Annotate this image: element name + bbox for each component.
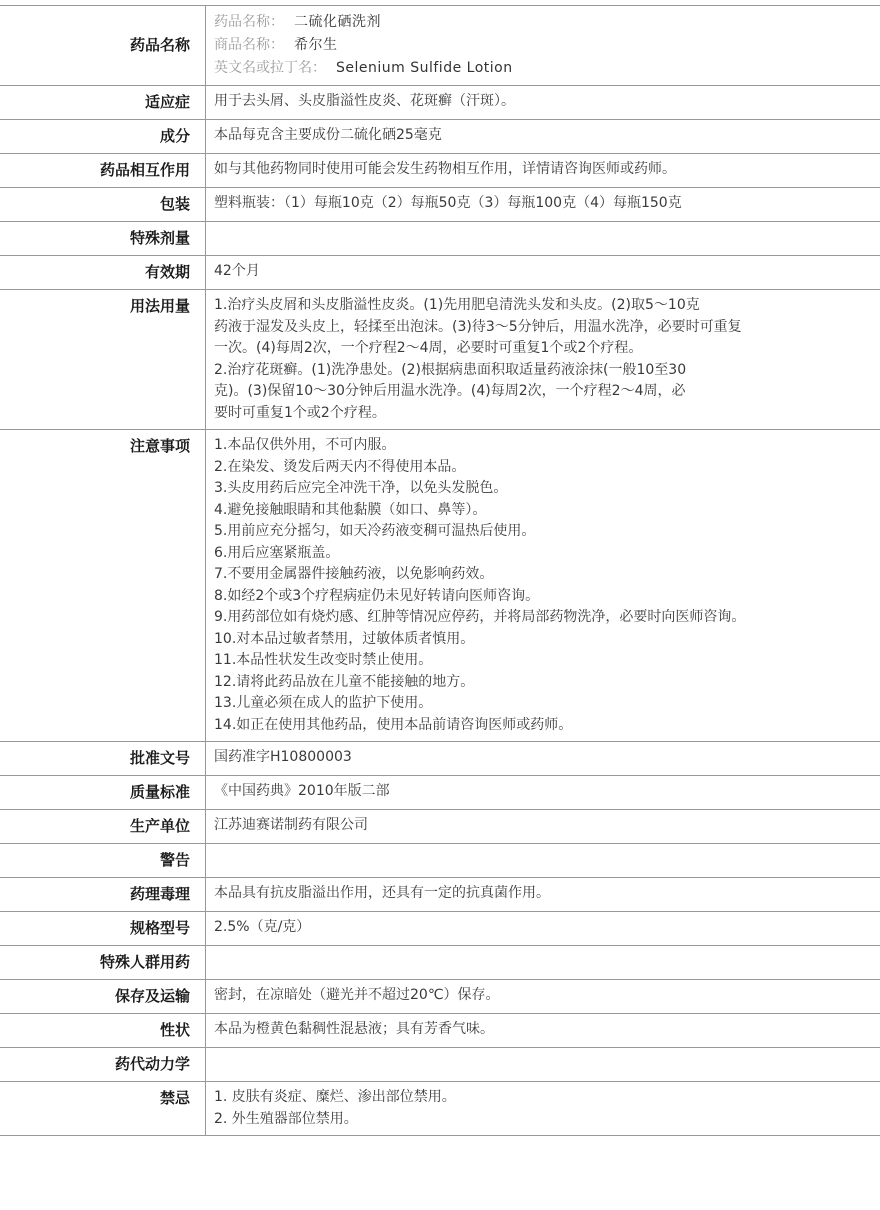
row-label-cell bbox=[0, 1048, 205, 1081]
row-label-cell bbox=[0, 86, 205, 119]
row-label: 药代动力学 bbox=[114, 1055, 190, 1073]
content-line: 克)。(3)保留10～30分钟后用温水洗净。(4)每周2次，一个疗程2～4周，必 bbox=[214, 383, 686, 399]
row-label-cell bbox=[0, 912, 205, 945]
table-row bbox=[0, 153, 880, 187]
table-row bbox=[0, 221, 880, 255]
row-content bbox=[205, 844, 880, 877]
row-label: 批准文号 bbox=[129, 749, 190, 767]
content-line: 一次。(4)每周2次，一个疗程2～4周，必要时可重复1个或2个疗程。 bbox=[214, 340, 643, 356]
row-label: 生产单位 bbox=[129, 817, 190, 835]
content-line: 8.如经2个或3个疗程病症仍未见好转请向医师咨询。 bbox=[214, 587, 540, 604]
content-line: 9.用药部位如有烧灼感、红肿等情况应停药，并将局部药物洗净，必要时向医师咨询。 bbox=[214, 609, 746, 625]
content-line: 2.5%（克/克） bbox=[214, 919, 311, 935]
row-content bbox=[205, 1014, 880, 1047]
row-content bbox=[205, 222, 880, 255]
table-row bbox=[0, 741, 880, 775]
row-label-cell bbox=[0, 810, 205, 843]
row-content bbox=[205, 154, 880, 187]
content-line: 《中国药典》2010年版二部 bbox=[214, 783, 390, 799]
drug-info-table bbox=[0, 5, 880, 1136]
field-line bbox=[214, 57, 870, 80]
table-row bbox=[0, 809, 880, 843]
row-content bbox=[205, 430, 880, 741]
row-label: 有效期 bbox=[144, 263, 190, 281]
row-content bbox=[205, 912, 880, 945]
row-label: 药品名称 bbox=[129, 36, 190, 54]
row-content bbox=[205, 290, 880, 429]
row-label-cell bbox=[0, 844, 205, 877]
content-line: 42个月 bbox=[214, 263, 260, 279]
content-line: 如与其他药物同时使用可能会发生药物相互作用，详情请咨询医师或药师。 bbox=[214, 161, 676, 177]
row-label: 包装 bbox=[159, 195, 190, 213]
row-label: 警告 bbox=[159, 851, 190, 869]
row-label: 药理毒理 bbox=[129, 885, 190, 903]
content-line: 本品为橙黄色黏稠性混悬液；具有芳香气味。 bbox=[214, 1021, 494, 1037]
row-label: 特殊人群用药 bbox=[99, 953, 190, 971]
table-row bbox=[0, 775, 880, 809]
row-label: 适应症 bbox=[144, 93, 190, 111]
field-line bbox=[214, 11, 870, 34]
row-content bbox=[205, 810, 880, 843]
row-content bbox=[205, 946, 880, 979]
row-label: 药品相互作用 bbox=[99, 161, 190, 179]
content-line: 本品具有抗皮脂溢出作用，还具有一定的抗真菌作用。 bbox=[214, 885, 550, 901]
field-value: 二硫化硒洗剂 bbox=[294, 14, 381, 30]
table-row bbox=[0, 289, 880, 429]
table-row bbox=[0, 1081, 880, 1135]
field-key: 英文名或拉丁名： bbox=[214, 60, 326, 76]
row-label-cell bbox=[0, 430, 205, 741]
row-label: 规格型号 bbox=[129, 919, 190, 937]
content-line: 6.用后应塞紧瓶盖。 bbox=[214, 544, 340, 561]
row-label-cell bbox=[0, 742, 205, 775]
row-content bbox=[205, 6, 880, 85]
field-line bbox=[214, 34, 870, 57]
row-label: 注意事项 bbox=[129, 437, 190, 455]
row-content bbox=[205, 980, 880, 1013]
content-line: 密封，在凉暗处（避光并不超过20℃）保存。 bbox=[214, 987, 500, 1003]
table-row bbox=[0, 843, 880, 877]
row-label-cell bbox=[0, 1014, 205, 1047]
row-label-cell bbox=[0, 290, 205, 429]
table-row bbox=[0, 85, 880, 119]
table-row bbox=[0, 429, 880, 741]
content-line: 10.对本品过敏者禁用，过敏体质者慎用。 bbox=[214, 630, 475, 647]
row-content bbox=[205, 256, 880, 289]
row-label-cell bbox=[0, 222, 205, 255]
content-line: 5.用前应充分摇匀，如天冷药液变稠可温热后使用。 bbox=[214, 523, 536, 539]
table-row bbox=[0, 6, 880, 85]
table-row bbox=[0, 979, 880, 1013]
row-label: 成分 bbox=[159, 127, 190, 145]
table-row bbox=[0, 255, 880, 289]
row-label-cell bbox=[0, 878, 205, 911]
content-line: 13.儿童必须在成人的监护下使用。 bbox=[214, 695, 433, 711]
table-row bbox=[0, 911, 880, 945]
row-content bbox=[205, 1048, 880, 1081]
row-label-cell bbox=[0, 776, 205, 809]
row-label-cell bbox=[0, 154, 205, 187]
content-line: 国药准字H10800003 bbox=[214, 749, 352, 765]
field-value: 希尔生 bbox=[294, 37, 338, 53]
row-content bbox=[205, 742, 880, 775]
row-label-cell bbox=[0, 256, 205, 289]
row-label: 禁忌 bbox=[159, 1089, 190, 1107]
content-line: 药液于湿发及头皮上，轻揉至出泡沫。(3)待3～5分钟后，用温水洗净，必要时可重复 bbox=[214, 318, 742, 335]
table-row bbox=[0, 1047, 880, 1081]
row-label-cell bbox=[0, 1082, 205, 1135]
content-line: 要时可重复1个或2个疗程。 bbox=[214, 404, 386, 421]
field-key: 药品名称： bbox=[214, 14, 284, 30]
row-label-cell bbox=[0, 188, 205, 221]
content-line: 塑料瓶装：（1）每瓶10克（2）每瓶50克（3）每瓶100克（4）每瓶150克 bbox=[214, 195, 682, 211]
row-content bbox=[205, 878, 880, 911]
content-line: 3.头皮用药后应完全冲洗干净，以免头发脱色。 bbox=[214, 480, 508, 496]
row-content bbox=[205, 776, 880, 809]
row-label-cell bbox=[0, 946, 205, 979]
content-line: 14.如正在使用其他药品，使用本品前请咨询医师或药师。 bbox=[214, 716, 573, 733]
row-label: 质量标准 bbox=[129, 783, 190, 801]
table-row bbox=[0, 1013, 880, 1047]
content-line: 1.本品仅供外用，不可内服。 bbox=[214, 437, 396, 453]
content-line: 2. 外生殖器部位禁用。 bbox=[214, 1110, 358, 1127]
row-label: 性状 bbox=[159, 1021, 190, 1039]
row-content bbox=[205, 120, 880, 153]
table-row bbox=[0, 877, 880, 911]
content-line: 11.本品性状发生改变时禁止使用。 bbox=[214, 652, 433, 668]
content-line: 1. 皮肤有炎症、糜烂、渗出部位禁用。 bbox=[214, 1089, 456, 1105]
content-line: 2.治疗花斑癣。(1)洗净患处。(2)根据病患面积取适量药液涂抹(一般10至30 bbox=[214, 361, 687, 378]
row-label-cell bbox=[0, 6, 205, 85]
content-line: 本品每克含主要成份二硫化硒25毫克 bbox=[214, 127, 442, 143]
field-key: 商品名称： bbox=[214, 37, 284, 53]
row-label-cell bbox=[0, 120, 205, 153]
table-row bbox=[0, 945, 880, 979]
content-line: 7.不要用金属器件接触药液，以免影响药效。 bbox=[214, 566, 494, 582]
content-line: 4.避免接触眼睛和其他黏膜（如口、鼻等）。 bbox=[214, 501, 487, 518]
row-label: 保存及运输 bbox=[114, 987, 190, 1005]
row-content bbox=[205, 188, 880, 221]
content-line: 2.在染发、烫发后两天内不得使用本品。 bbox=[214, 458, 466, 475]
row-content bbox=[205, 86, 880, 119]
row-label: 特殊剂量 bbox=[129, 229, 190, 247]
content-line: 12.请将此药品放在儿童不能接触的地方。 bbox=[214, 673, 475, 690]
row-label-cell bbox=[0, 980, 205, 1013]
content-line: 1.治疗头皮屑和头皮脂溢性皮炎。(1)先用肥皂清洗头发和头皮。(2)取5～10克 bbox=[214, 297, 700, 313]
table-row bbox=[0, 119, 880, 153]
field-value: Selenium Sulfide Lotion bbox=[336, 60, 513, 76]
content-line: 江苏迪赛诺制药有限公司 bbox=[214, 817, 368, 833]
row-label: 用法用量 bbox=[129, 297, 190, 315]
table-row bbox=[0, 187, 880, 221]
content-line: 用于去头屑、头皮脂溢性皮炎、花斑癣（汗斑）。 bbox=[214, 93, 515, 109]
row-content bbox=[205, 1082, 880, 1135]
